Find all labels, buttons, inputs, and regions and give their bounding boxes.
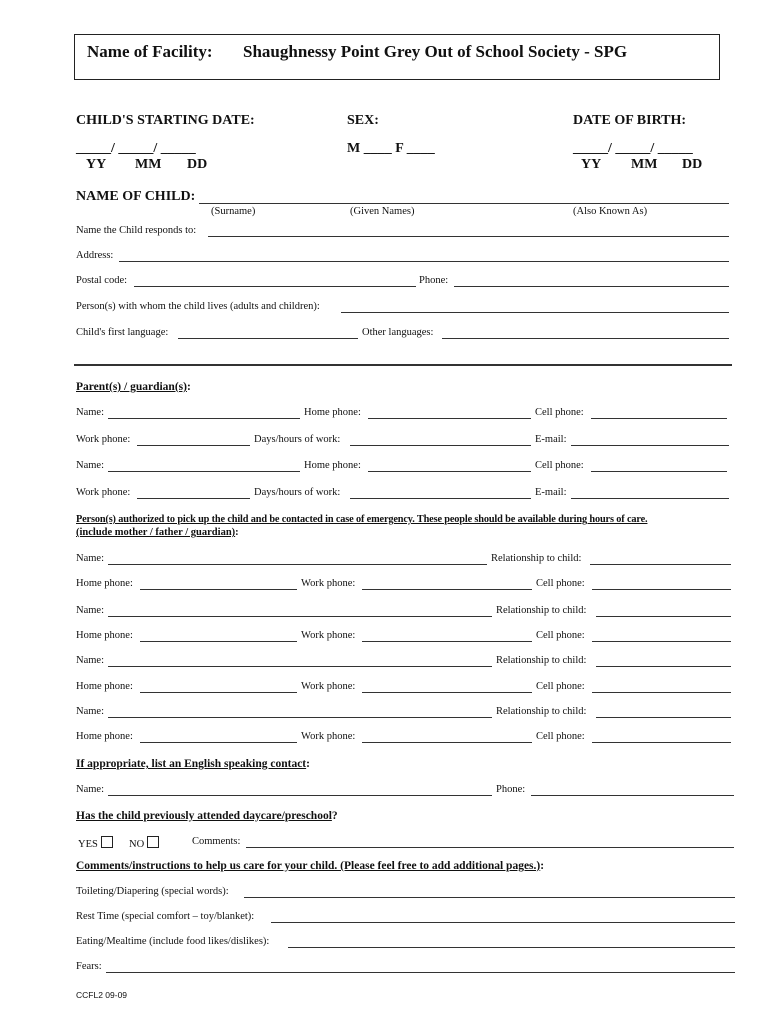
other-languages-label: Other languages: (362, 327, 434, 338)
parent2-days-field[interactable] (350, 498, 531, 499)
lives-with-field[interactable] (341, 312, 729, 313)
english-contact-title: If appropriate, list an English speaking contact (76, 758, 307, 770)
facility-label: Name of Facility: (87, 42, 213, 61)
emergency-subtitle-text: (include mother / father / guardian) (76, 527, 236, 538)
parent1-name-label: Name: (76, 407, 104, 418)
emergency-subtitle (76, 527, 239, 538)
emergency3-cell-label: Cell phone: (536, 681, 585, 692)
emergency4-cell-field[interactable] (592, 742, 731, 743)
parent1-email-field[interactable] (571, 445, 729, 446)
given-names-caption: (Given Names) (350, 206, 415, 217)
child-name-label: NAME OF CHILD: (76, 189, 196, 204)
parent1-days-label: Days/hours of work: (254, 434, 341, 445)
emergency1-name-field[interactable] (108, 564, 487, 565)
toileting-field[interactable] (244, 897, 735, 898)
responds-field[interactable] (208, 236, 729, 237)
parent1-cell-field[interactable] (591, 418, 727, 419)
emergency1-cell-field[interactable] (592, 589, 731, 590)
parent1-email-label: E-mail: (535, 434, 567, 445)
parent1-work-label: Work phone: (76, 434, 131, 445)
eating-label: Eating/Mealtime (include food likes/dislikes): (76, 936, 270, 947)
first-language-label: Child's first language: (76, 327, 169, 338)
parents-heading (76, 381, 191, 393)
instructions-title: Comments/instructions to help us care for your child. (Please feel free to add additional pages.) (76, 860, 541, 872)
emergency4-work-label: Work phone: (301, 731, 356, 742)
sex-field[interactable]: M ____ F ____ (347, 141, 435, 156)
emergency4-cell-label: Cell phone: (536, 731, 585, 742)
emergency2-home-label: Home phone: (76, 630, 133, 641)
emergency2-cell-field[interactable] (592, 641, 731, 642)
english-contact-heading (76, 758, 310, 770)
instructions-colon: : (540, 860, 545, 872)
child-phone-field[interactable] (454, 286, 729, 287)
emergency4-work-field[interactable] (362, 742, 532, 743)
dob-yy: YY (581, 157, 602, 172)
rest-time-label: Rest Time (special comfort – toy/blanket): (76, 911, 255, 922)
emergency1-work-label: Work phone: (301, 578, 356, 589)
english-contact-phone-field[interactable] (531, 795, 734, 796)
first-language-field[interactable] (178, 338, 358, 339)
parent1-work-field[interactable] (137, 445, 250, 446)
yes-option (78, 836, 113, 850)
emergency1-cell-label: Cell phone: (536, 578, 585, 589)
start-yy: YY (86, 157, 107, 172)
emergency1-name-label: Name: (76, 553, 104, 564)
start-mm: MM (135, 157, 162, 172)
yes-checkbox[interactable] (101, 836, 113, 848)
emergency4-relationship-field[interactable] (596, 717, 731, 718)
parent2-home-field[interactable] (368, 471, 531, 472)
english-contact-colon: : (306, 758, 310, 770)
start-date-label: CHILD'S STARTING DATE: (76, 113, 255, 128)
previous-care-qmark: ? (331, 810, 338, 822)
section-divider (74, 364, 732, 366)
instructions-heading (76, 860, 544, 872)
emergency2-work-label: Work phone: (301, 630, 356, 641)
emergency1-home-label: Home phone: (76, 578, 133, 589)
postal-label: Postal code: (76, 275, 128, 286)
dob-mm: MM (631, 157, 658, 172)
parent2-email-label: E-mail: (535, 487, 567, 498)
emergency1-relationship-label: Relationship to child: (491, 553, 582, 564)
address-label: Address: (76, 250, 114, 261)
emergency2-relationship-field[interactable] (596, 616, 731, 617)
previous-care-heading (76, 810, 338, 822)
form-code: CCFL2 09-09 (76, 990, 128, 1000)
english-contact-phone-label: Phone: (496, 784, 526, 795)
rest-time-field[interactable] (271, 922, 735, 923)
emergency1-home-field[interactable] (140, 589, 297, 590)
parent1-cell-label: Cell phone: (535, 407, 584, 418)
emergency3-home-field[interactable] (140, 692, 297, 693)
parent2-work-field[interactable] (137, 498, 250, 499)
emergency3-home-label: Home phone: (76, 681, 133, 692)
emergency3-relationship-label: Relationship to child: (496, 655, 587, 666)
parent2-days-label: Days/hours of work: (254, 487, 341, 498)
address-field[interactable] (119, 261, 729, 262)
parent1-days-field[interactable] (350, 445, 531, 446)
fears-label: Fears: (76, 961, 102, 972)
parents-colon: : (186, 381, 191, 393)
parent2-cell-label: Cell phone: (535, 460, 584, 471)
start-dd: DD (187, 157, 208, 172)
parent2-name-field[interactable] (108, 471, 300, 472)
parents-title: Parent(s) / guardian(s) (76, 381, 187, 393)
postal-field[interactable] (134, 286, 416, 287)
parent1-home-label: Home phone: (304, 407, 361, 418)
dob-field[interactable]: _____/ _____/ _____ (573, 141, 693, 156)
emergency4-home-label: Home phone: (76, 731, 133, 742)
emergency4-name-field[interactable] (108, 717, 492, 718)
parent2-work-label: Work phone: (76, 487, 131, 498)
emergency2-work-field[interactable] (362, 641, 532, 642)
yes-label: YES (78, 839, 98, 850)
english-contact-name-field[interactable] (108, 795, 492, 796)
emergency3-relationship-field[interactable] (596, 666, 731, 667)
previous-comments-field[interactable] (246, 847, 734, 848)
other-languages-field[interactable] (442, 338, 729, 339)
fears-field[interactable] (106, 972, 735, 973)
parent2-cell-field[interactable] (591, 471, 727, 472)
no-option (129, 836, 159, 850)
dob-dd: DD (682, 157, 703, 172)
start-date-field[interactable]: _____/ _____/ _____ (76, 141, 196, 156)
emergency1-work-field[interactable] (362, 589, 532, 590)
eating-field[interactable] (288, 947, 735, 948)
emergency-title: Person(s) authorized to pick up the child and be contacted in case of emergency. These people should be available during hours of care. (76, 514, 648, 525)
responds-label: Name the Child responds to: (76, 225, 197, 236)
emergency1-relationship-field[interactable] (590, 564, 731, 565)
emergency2-name-field[interactable] (108, 616, 492, 617)
emergency3-work-field[interactable] (362, 692, 532, 693)
dob-label: DATE OF BIRTH: (573, 113, 687, 128)
emergency2-name-label: Name: (76, 605, 104, 616)
emergency2-home-field[interactable] (140, 641, 297, 642)
previous-care-title: Has the child previously attended daycare/preschool (76, 810, 332, 822)
parent1-name-field[interactable] (108, 418, 300, 419)
no-label: NO (129, 839, 145, 850)
sex-label: SEX: (347, 113, 379, 128)
parent2-home-label: Home phone: (304, 460, 361, 471)
parent2-email-field[interactable] (571, 498, 729, 499)
parent1-home-field[interactable] (368, 418, 531, 419)
aka-caption: (Also Known As) (573, 206, 648, 217)
emergency3-name-label: Name: (76, 655, 104, 666)
emergency3-work-label: Work phone: (301, 681, 356, 692)
parent2-name-label: Name: (76, 460, 104, 471)
emergency2-relationship-label: Relationship to child: (496, 605, 587, 616)
emergency4-name-label: Name: (76, 706, 104, 717)
child-name-field[interactable] (199, 203, 729, 204)
toileting-label: Toileting/Diapering (special words): (76, 886, 229, 897)
emergency2-cell-label: Cell phone: (536, 630, 585, 641)
english-contact-name-label: Name: (76, 784, 104, 795)
facility-name: Shaughnessy Point Grey Out of School Society - SPG (243, 42, 628, 61)
emergency3-cell-field[interactable] (592, 692, 731, 693)
emergency4-relationship-label: Relationship to child: (496, 706, 587, 717)
emergency-colon: : (235, 527, 239, 538)
no-checkbox[interactable] (147, 836, 159, 848)
previous-comments-label: Comments: (192, 836, 241, 847)
emergency4-home-field[interactable] (140, 742, 297, 743)
child-phone-label: Phone: (419, 275, 449, 286)
lives-with-label: Person(s) with whom the child lives (adults and children): (76, 301, 320, 312)
surname-caption: (Surname) (211, 206, 256, 217)
emergency3-name-field[interactable] (108, 666, 492, 667)
